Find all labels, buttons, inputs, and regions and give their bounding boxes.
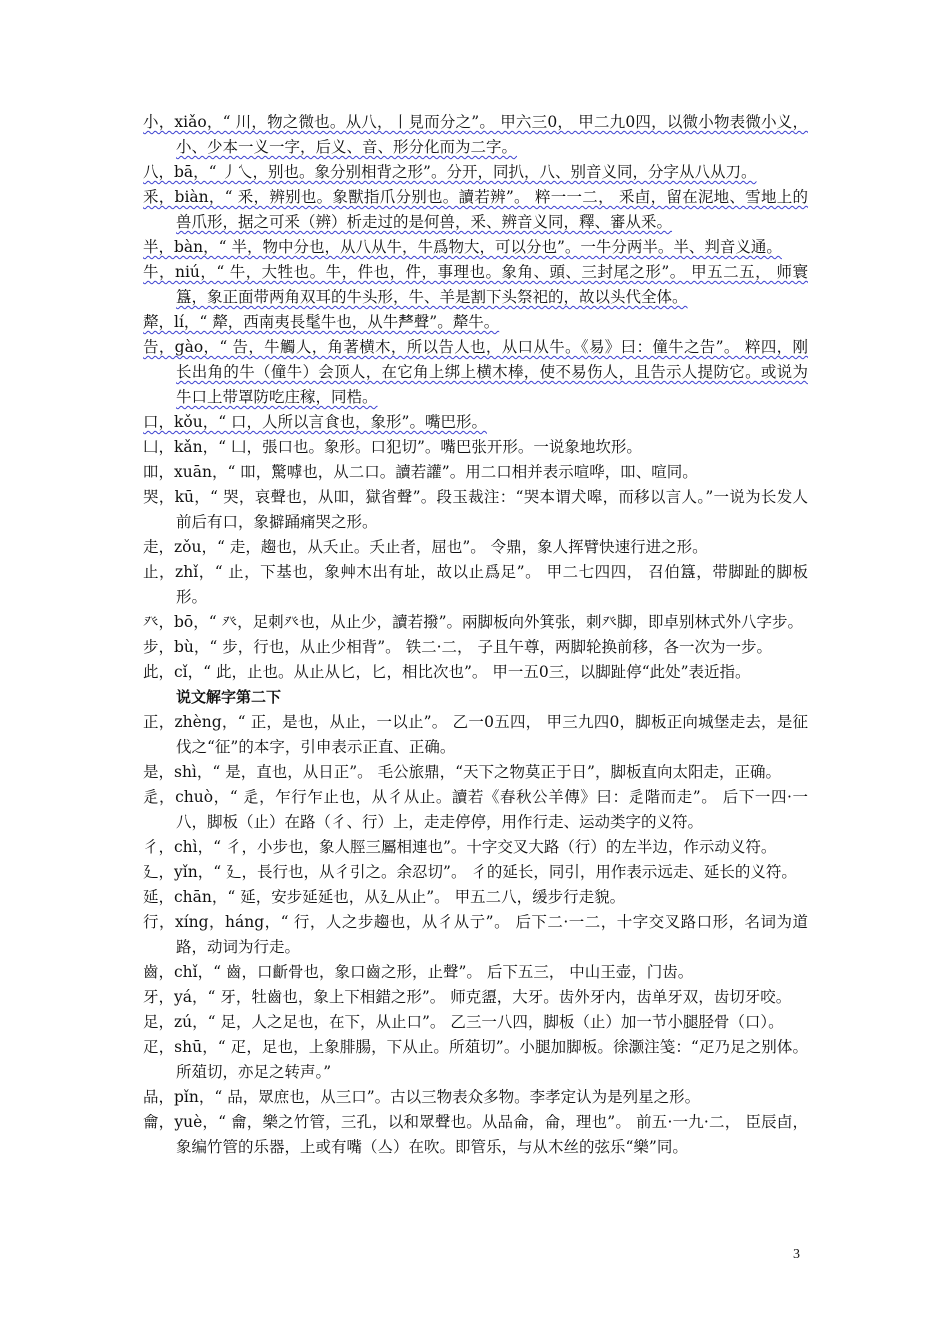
entry-text: 口，kǒu，“ 口，人所以言食也，象形”。嘴巴形。 — [143, 413, 487, 431]
entry-text: 足，zú，“ 足，人之足也，在下，从止口”。 乙三一八四，脚板（止）加一节小腿胫骨（口）。 — [143, 1013, 784, 1031]
entry-text: 告，gào，“ 告，牛觸人，角著横木，所以告人也，从口从牛。《易》曰：僮牛之告”。 粹四，刚长出角的牛（僮牛）会顶人，在它角上绑上横木棒，使不易伤人，且告示人提防它。或说为牛口上带罩防吃庄稼，同梏。 — [143, 338, 808, 406]
dictionary-entry — [143, 985, 808, 1010]
dictionary-entry — [143, 1085, 808, 1110]
dictionary-entry — [143, 485, 808, 535]
dictionary-entry — [143, 885, 808, 910]
dictionary-entry — [143, 235, 808, 260]
dictionary-entry — [143, 860, 808, 885]
dictionary-entry — [143, 410, 808, 435]
dictionary-entry — [143, 1110, 808, 1160]
entry-text: 龠，yuè，“ 龠，樂之竹管，三孔，以和眾聲也。从品侖，侖，理也”。 前五·一九·二， 臣辰卣，象编竹管的乐器，上或有嘴（亼）在吹。即管乐，与从木丝的弦乐“樂”同。 — [143, 1113, 808, 1156]
entry-text: 小，xiǎo，“ 川，物之微也。从八，丨見而分之”。 甲六三0， 甲二九0四，以微小物表微小义，小、少本一义一字，后义、音、形分化而为二字。 — [143, 113, 808, 156]
dictionary-entry — [143, 660, 808, 685]
dictionary-entry — [143, 710, 808, 760]
entry-text: 止，zhǐ，“ 止，下基也，象艸木出有址，故以止爲足”。 甲二七四四， 召伯簋，带脚趾的脚板形。 — [143, 563, 808, 606]
dictionary-entry — [143, 785, 808, 835]
entry-text: 辵，chuò，“ 辵，乍行乍止也，从彳从止。讀若《春秋公羊傳》曰：辵階而走”。 后下一四·一八，脚板（止）在路（彳、行）上，走走停停，用作行走、运动类字的义符。 — [143, 788, 808, 831]
entry-text: 步，bù，“ 步，行也，从止少相背”。 铁二·二， 子且午尊，两脚轮换前移，各一次为一步。 — [143, 638, 772, 656]
entry-text: 齒，chǐ，“ 齒，口齗骨也，象口齒之形，止聲”。 后下五三， 中山王壶，门齿。 — [143, 963, 694, 981]
dictionary-entry — [143, 260, 808, 310]
entry-text: 廴，yǐn，“ 廴，長行也，从彳引之。余忍切”。 彳的延长，同引，用作表示远走、延长的义符。 — [143, 863, 797, 881]
dictionary-entry — [143, 835, 808, 860]
dictionary-entry — [143, 560, 808, 610]
entry-text: 哭，kū，“ 哭，哀聲也，从吅，獄省聲”。段玉裁注：“哭本谓犬嗥，而移以言人。”一说为长发人前后有口，象擗踊痛哭之形。 — [143, 488, 808, 531]
entry-list — [143, 110, 808, 1160]
dictionary-entry — [143, 1010, 808, 1035]
dictionary-entry — [143, 1035, 808, 1085]
entry-text: 此，cǐ，“ 此，止也。从止从匕，匕，相比次也”。 甲一五0三，以脚趾停“此处”表近指。 — [143, 663, 751, 681]
entry-text: 癶，bō，“ 癶，足刺癶也，从止少，讀若撥”。兩脚板向外箕张，刺癶脚，即卓别林式外八字步。 — [143, 613, 804, 631]
entry-text: 凵，kǎn，“ 凵，張口也。象形。口犯切”。嘴巴张开形。一说象地坎形。 — [143, 438, 642, 456]
entry-text: 八，bā，“ 丿乀，别也。象分别相背之形”。分开，同扒，八、别音义同，分字从八从刀。 — [143, 163, 757, 181]
dictionary-entry — [143, 610, 808, 635]
dictionary-entry — [143, 760, 808, 785]
dictionary-entry — [143, 160, 808, 185]
dictionary-entry — [143, 635, 808, 660]
dictionary-entry — [143, 110, 808, 160]
entry-text: 品，pǐn，“ 品，眾庶也，从三口”。古以三物表众多物。李孝定认为是列星之形。 — [143, 1088, 701, 1106]
entry-text: 牙，yá，“ 牙，牡齒也，象上下相錯之形”。 师克盨，大牙。齿外牙内，齿单牙双，齿切牙咬。 — [143, 988, 792, 1006]
entry-text: 是，shì，“ 是，直也，从日正”。 毛公旅鼎，“天下之物莫正于日”，脚板直向太阳走，正确。 — [143, 763, 781, 781]
dictionary-entry — [143, 460, 808, 485]
dictionary-entry — [143, 960, 808, 985]
entry-text: 犛，lí，“ 犛，西南夷長髦牛也，从牛𠩺聲”。犛牛。 — [143, 313, 500, 331]
dictionary-entry — [143, 535, 808, 560]
dictionary-entry — [143, 435, 808, 460]
entry-text: 疋，shū，“ 疋，足也，上象腓腸，下从止。所葅切”。小腿加脚板。徐灏注笺：“疋乃足之别体。所葅切，亦足之转声。” — [143, 1038, 808, 1081]
entry-text: 牛，niú，“ 牛，大牲也。牛，件也，件，事理也。象角、頭、三封尾之形”。 甲五二五， 师寰簋，象正面带两角双耳的牛头形，牛、羊是割下头祭祀的，故以头代全体。 — [143, 263, 808, 306]
entry-text: 延，chān，“ 延，安步延延也，从廴从止”。 甲五二八，缓步行走貌。 — [143, 888, 626, 906]
dictionary-entry — [143, 185, 808, 235]
dictionary-entry — [143, 910, 808, 960]
entry-text: 半，bàn，“ 半，物中分也，从八从牛，牛爲物大，可以分也”。一牛分两半。半、判音义通。 — [143, 238, 782, 256]
entry-text: 走，zǒu，“ 走，趨也，从夭止。夭止者，屈也”。 令鼎，象人挥臂快速行进之形。 — [143, 538, 708, 556]
entry-text: 行，xíng，háng，“ 行，人之步趨也，从彳从亍”。 后下二·一二，十字交叉路口形，名词为道路，动词为行走。 — [143, 913, 808, 956]
entry-text: 彳，chì，“ 彳，小步也，象人脛三屬相連也”。十字交叉大路（行）的左半边，作示动义符。 — [143, 838, 777, 856]
section-heading: 说文解字第二下 — [176, 688, 282, 706]
dictionary-entry — [143, 335, 808, 410]
page-number: 3 — [793, 1247, 800, 1262]
entry-text: 吅，xuān，“ 吅，驚嘑也，从二口。讀若讙”。用二口相并表示喧哗，吅、喧同。 — [143, 463, 698, 481]
dictionary-entry — [143, 310, 808, 335]
entry-text: 釆，biàn，“ 釆，辨别也。象獸指爪分别也。讀若辨”。 粹一一二， 釆卣，留在泥地、雪地上的兽爪形，据之可釆（辨）析走过的是何兽，釆、辨音义同，釋、審从釆。 — [143, 188, 808, 231]
entry-text: 正，zhèng，“ 正，是也，从止，一以止”。 乙一0五四， 甲三九四0，脚板正向城堡走去，是征伐之“征”的本字，引申表示正直、正确。 — [143, 713, 808, 756]
